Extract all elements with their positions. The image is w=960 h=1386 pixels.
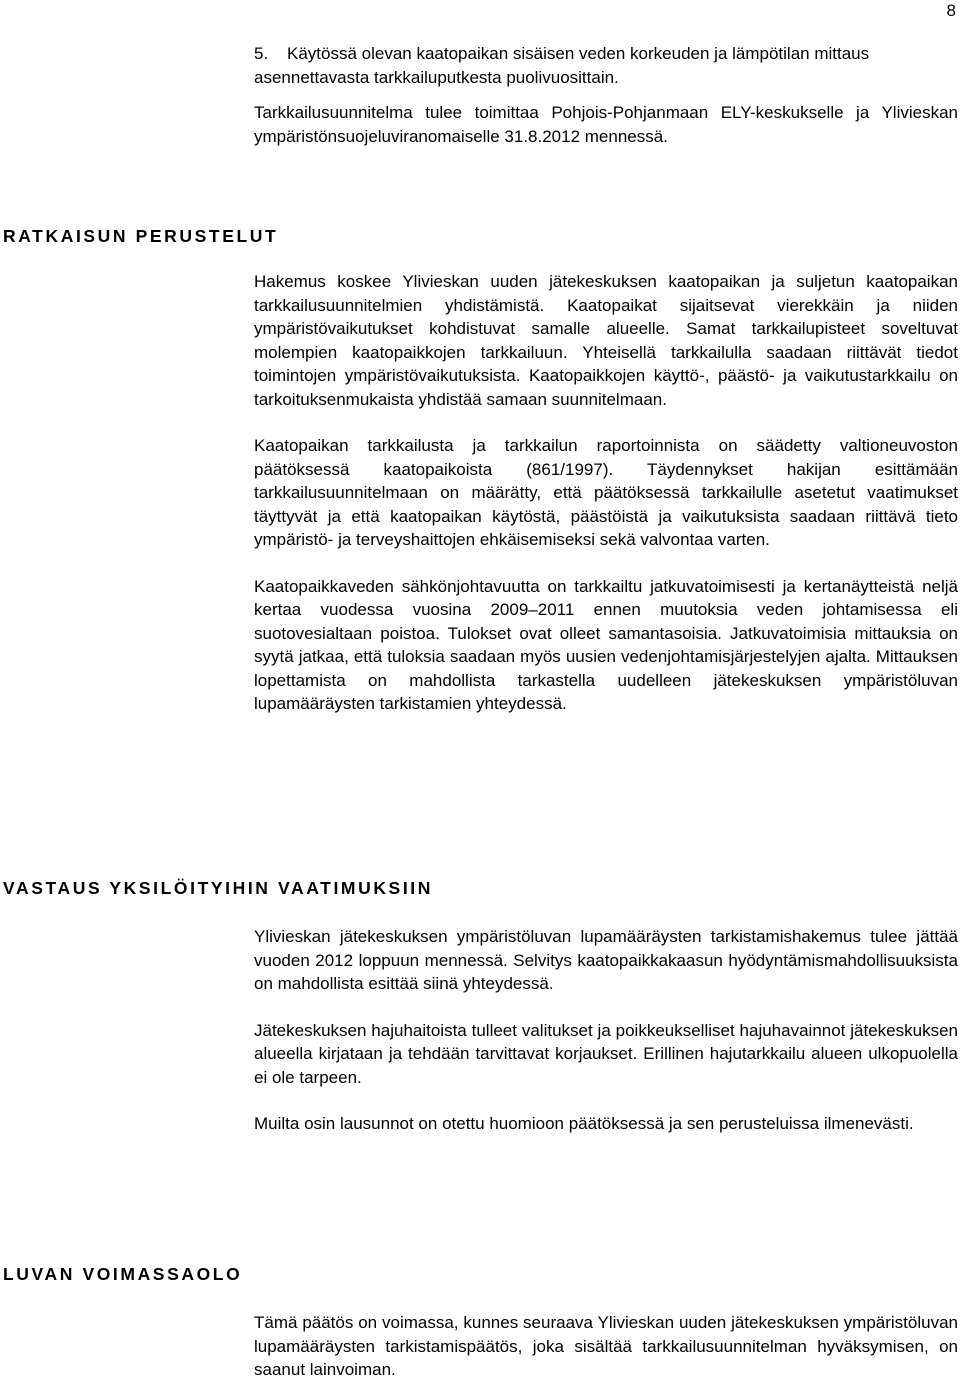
deadline-paragraph: Tarkkailusuunnitelma tulee toimittaa Pohjois-Pohjanmaan ELY-keskukselle ja Ylivieskan ympäristönsuojeluviranomaiselle 31.8.2012 mennessä.: [254, 103, 958, 146]
section-body-ratkaisun-perustelut: [254, 270, 958, 716]
section-heading-luvan-voimassaolo: LUVAN VOIMASSAOLO: [3, 1264, 243, 1284]
paragraph: Kaatopaikan tarkkailusta ja tarkkailun raportoinnista on säädetty valtioneuvoston päätöksessä kaatopaikoista (861/1997). Täydennykset hakijan esittämään tarkkailusuunnitelmaan on määrätty, että päätöksessä tarkkailulle asetetut vaatimukset täyttyvät ja että kaatopaikan käytöstä, päästöistä ja vaikutuksista saadaan riittävä tieto ympäristö- ja terveyshaittojen ehkäisemiseksi sekä valvontaa varten.: [254, 436, 958, 549]
paragraph: Kaatopaikkaveden sähkönjohtavuutta on tarkkailtu jatkuvatoimisesti ja kertanäytteistä neljä kertaa vuodessa vuosina 2009–2011 ennen muutoksia veden johtamisessa eli suotovesialtaan poistoa. Tulokset ovat olleet samantasoisia. Jatkuvatoimisia mittauksia on syytä jatkaa, että tuloksia saadaan myös uusien vedenjohtamisjärjestelyjen ajalta. Mittauksen lopettamista on mahdollista tarkastella uudelleen jätekeskuksen ympäristöluvan lupamääräysten tarkistamien yhteydessä.: [254, 576, 958, 713]
item-number: 5.: [254, 44, 269, 63]
section-heading-vastaus: VASTAUS YKSILÖITYIHIN VAATIMUKSIIN: [3, 878, 433, 898]
item-text: Käytössä olevan kaatopaikan sisäisen veden korkeuden ja lämpötilan mittaus asennettavasta tarkkailuputkesta puolivuosittain.: [254, 44, 870, 87]
numbered-item: [254, 42, 958, 89]
page-number: 8: [946, 1, 956, 20]
paragraph: Ylivieskan jätekeskuksen ympäristöluvan lupamääräysten tarkistamishakemus tulee jättää vuoden 2012 loppuun mennessä. Selvitys kaatopaikkakaasun hyödyntämismahdollisuuksista on mahdollista esittää siinä yhteydessä.: [254, 927, 958, 993]
paragraph: Tämä päätös on voimassa, kunnes seuraava Ylivieskan uuden jätekeskuksen ympäristöluvan lupamääräysten tarkistamispäätös, joka sisältää tarkkailusuunnitelman hyväksymisen, on saanut lainvoiman.: [254, 1313, 958, 1379]
intro-block: [254, 42, 958, 148]
paragraph: Muilta osin lausunnot on otettu huomioon päätöksessä ja sen perusteluissa ilmenevästi.: [254, 1114, 914, 1133]
section-body-luvan-voimassaolo: [254, 1311, 958, 1382]
paragraph: Hakemus koskee Ylivieskan uuden jätekeskuksen kaatopaikan ja suljetun kaatopaikan tarkkailusuunnitelmien yhdistämistä. Kaatopaikat sijaitsevat vierekkäin ja niiden ympäristövaikutukset kohdistuvat samalle alueelle. Samat tarkkailupisteet soveltuvat molempien kaatopaikkojen tarkkailuun. Yhteisellä tarkkailulla saadaan riittävät tiedot toimintojen ympäristövaikutuksista. Kaatopaikkojen käyttö-, päästö- ja vaikutustarkkailu on tarkoituksenmukaista yhdistää samaan suunnitelmaan.: [254, 272, 958, 409]
paragraph: Jätekeskuksen hajuhaitoista tulleet valitukset ja poikkeukselliset hajuhavainnot jätekeskuksen alueella kirjataan ja tehdään tarvittavat korjaukset. Erillinen hajutarkkailu alueen ulkopuolella ei ole tarpeen.: [254, 1020, 958, 1087]
section-heading-ratkaisun-perustelut: RATKAISUN PERUSTELUT: [3, 226, 279, 246]
section-body-vastaus: [254, 925, 958, 1136]
